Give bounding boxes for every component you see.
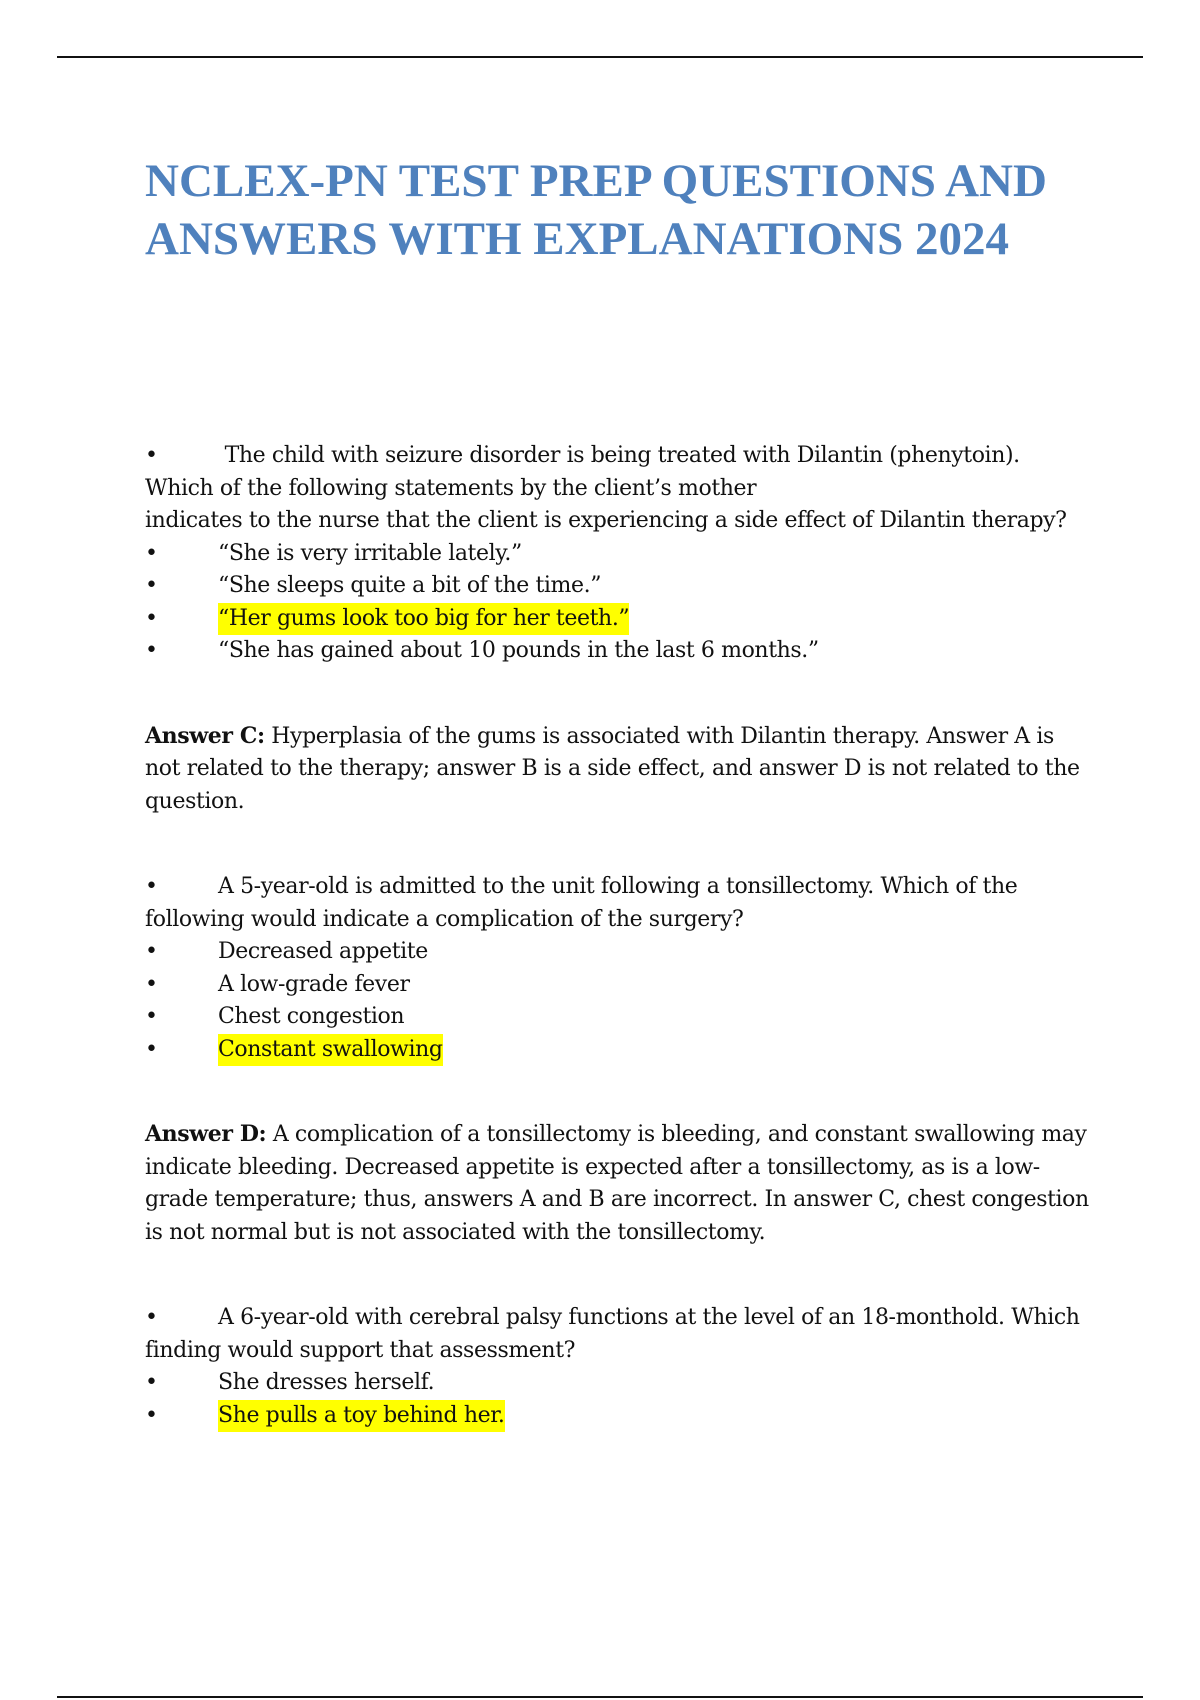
bullet-icon: • xyxy=(145,638,158,663)
answer-label: Answer D: xyxy=(145,1121,267,1147)
option-a xyxy=(145,1367,1090,1400)
question-stem xyxy=(145,1302,1090,1367)
answer-2 xyxy=(145,1118,1090,1249)
option-b xyxy=(145,1400,1090,1433)
option-c xyxy=(145,603,1090,636)
document-body xyxy=(145,440,1090,1432)
bullet-icon: • xyxy=(145,573,158,598)
bullet-icon: • xyxy=(145,971,158,997)
spacer xyxy=(145,668,1090,720)
bullet-icon: • xyxy=(145,605,158,631)
spacer xyxy=(145,1249,1090,1302)
option-text-highlighted: She pulls a toy behind her. xyxy=(218,1400,505,1433)
option-d xyxy=(145,1034,1090,1067)
option-a xyxy=(145,936,1090,969)
option-text: “She sleeps quite a bit of the time.” xyxy=(218,573,602,598)
bullet-icon: • xyxy=(145,1402,158,1428)
option-text: She dresses herself. xyxy=(218,1370,435,1395)
answer-label: Answer C: xyxy=(145,722,265,749)
question-stem-second: indicates to the nurse that the client is experiencing a side effect of Dilantin therapy? xyxy=(145,508,1067,533)
bullet-icon: • xyxy=(145,443,158,468)
option-text-highlighted: “Her gums look too big for her teeth.” xyxy=(218,603,629,636)
question-2 xyxy=(145,871,1090,1066)
question-stem xyxy=(145,871,1090,936)
option-text: A low-grade fever xyxy=(218,971,410,997)
question-stem-text xyxy=(145,443,1020,501)
question-stem-first: The child with seizure disorder is being treated with Dilantin (phenytoin). Which of the following statements by the client’s mother xyxy=(145,443,1020,501)
bullet-icon: • xyxy=(145,874,158,899)
option-text-highlighted: Constant swallowing xyxy=(218,1034,443,1067)
bullet-icon: • xyxy=(145,540,158,566)
question-stem xyxy=(145,440,1090,505)
option-d xyxy=(145,635,1090,668)
option-text: “She is very irritable lately.” xyxy=(218,540,522,566)
document-title: NCLEX-PN TEST PREP QUESTIONS AND ANSWERS WITH EXPLANATIONS 2024 xyxy=(145,155,1047,265)
bullet-icon: • xyxy=(145,939,158,964)
answer-text: Hyperplasia of the gums is associated with Dilantin therapy. Answer A is not related to the therapy; answer B is a side effect, and answer D is not related to the question. xyxy=(145,723,1080,814)
bullet-icon: • xyxy=(145,1004,158,1029)
bullet-icon: • xyxy=(145,1370,158,1395)
option-a xyxy=(145,538,1090,571)
question-1 xyxy=(145,440,1090,668)
option-text: “She has gained about 10 pounds in the last 6 months.” xyxy=(218,638,819,663)
bottom-rule xyxy=(57,1696,1143,1698)
option-text: Chest congestion xyxy=(218,1004,405,1029)
bullet-icon: • xyxy=(145,1036,158,1062)
option-b xyxy=(145,969,1090,1002)
option-b xyxy=(145,570,1090,603)
spacer xyxy=(145,818,1090,871)
top-rule xyxy=(57,56,1143,58)
question-stem-text: A 5-year-old is admitted to the unit following a tonsillectomy. Which of the following would indicate a complication of the surgery? xyxy=(145,874,1018,932)
answer-text: A complication of a tonsillectomy is bleeding, and constant swallowing may indicate bleeding. Decreased appetite is expected after a tonsillectomy, as is a low-grade temperature; thus, answers A and B are incorrect. In answer C, chest congestion is not normal but is not associated with the tonsillectomy. xyxy=(145,1122,1089,1245)
bullet-icon: • xyxy=(145,1305,158,1330)
option-c xyxy=(145,1001,1090,1034)
question-3 xyxy=(145,1302,1090,1432)
answer-1 xyxy=(145,720,1090,819)
option-text: Decreased appetite xyxy=(218,939,428,964)
spacer xyxy=(145,1066,1090,1118)
question-stem-text: A 6-year-old with cerebral palsy functions at the level of an 18-monthold. Which finding would support that assessment? xyxy=(145,1305,1080,1363)
